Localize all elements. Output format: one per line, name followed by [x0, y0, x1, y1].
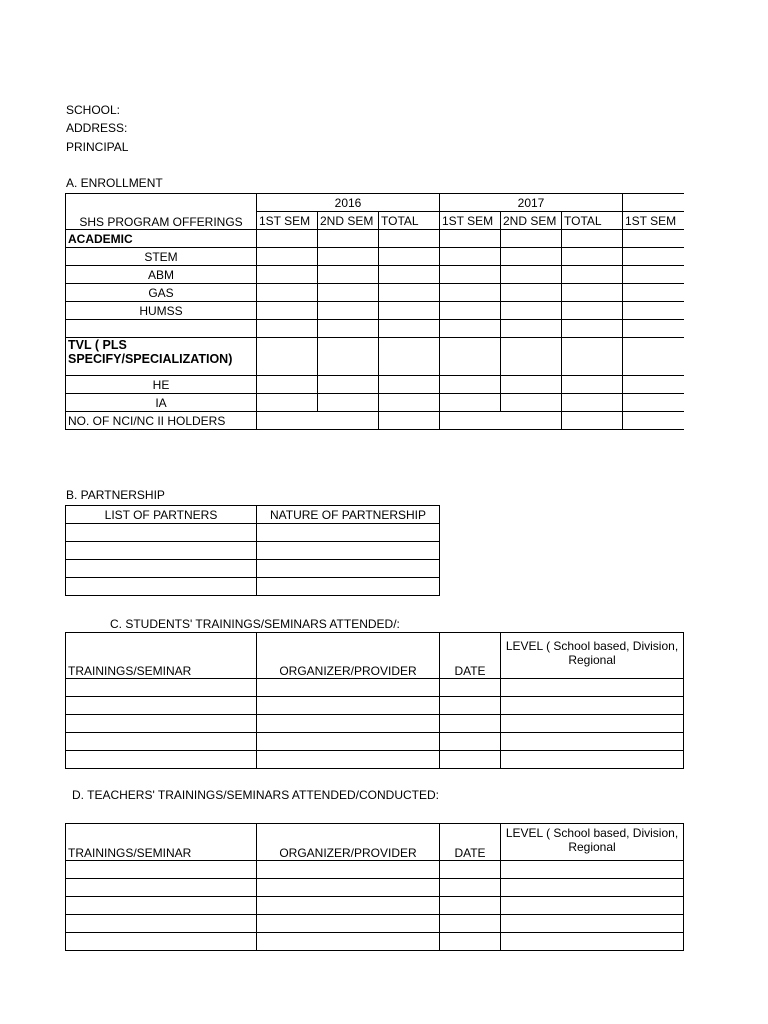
sem-header: TOTAL: [562, 212, 623, 230]
principal-label: PRINCIPAL: [66, 140, 129, 154]
table-row: [66, 578, 440, 596]
organizer-header: ORGANIZER/PROVIDER: [257, 824, 440, 861]
row-label-gas: GAS: [66, 284, 257, 302]
level-header: LEVEL ( School based, Division, Regional: [501, 824, 684, 861]
program-header: SHS PROGRAM OFFERINGS: [66, 194, 257, 230]
nature-header: NATURE OF PARTNERSHIP: [257, 506, 440, 524]
table-row: [66, 751, 684, 769]
partnership-table: [65, 505, 440, 596]
table-row: [66, 679, 684, 697]
row-label-abm: ABM: [66, 266, 257, 284]
students-title: C. STUDENTS' TRAININGS/SEMINARS ATTENDED/:: [110, 617, 400, 631]
year-next-cell: [623, 194, 684, 212]
sem-header: 2ND SEM: [318, 212, 379, 230]
table-row: [66, 697, 684, 715]
trainings-header: TRAININGS/SEMINAR: [66, 824, 257, 861]
table-row: [66, 542, 440, 560]
row-label-ia: IA: [66, 394, 257, 412]
row-label-tvl: TVL ( PLS SPECIFY/SPECIALIZATION): [66, 338, 257, 376]
row-label-humss: HUMSS: [66, 302, 257, 320]
table-row: [66, 320, 684, 338]
table-row: [66, 394, 684, 412]
enrollment-table: [65, 193, 684, 430]
level-header: LEVEL ( School based, Division, Regional: [501, 633, 684, 679]
table-row: [66, 897, 684, 915]
table-row: [66, 715, 684, 733]
date-header: DATE: [440, 824, 501, 861]
row-label-stem: STEM: [66, 248, 257, 266]
table-row: [66, 879, 684, 897]
table-row: [66, 933, 684, 951]
enrollment-title: A. ENROLLMENT: [66, 176, 163, 190]
row-label-academic: ACADEMIC: [66, 230, 257, 248]
trainings-header: TRAININGS/SEMINAR: [66, 633, 257, 679]
table-row: [66, 376, 684, 394]
row-label-nc-holders: NO. OF NCI/NC II HOLDERS: [66, 412, 257, 430]
table-row: [66, 412, 684, 430]
sem-header: 1ST SEM: [440, 212, 501, 230]
table-row: [66, 560, 440, 578]
table-row: [66, 248, 684, 266]
table-row: [66, 284, 684, 302]
table-row: [66, 915, 684, 933]
row-label-blank: [66, 320, 257, 338]
date-header: DATE: [440, 633, 501, 679]
row-label-he: HE: [66, 376, 257, 394]
year-2016: 2016: [257, 194, 440, 212]
partnership-title: B. PARTNERSHIP: [66, 488, 165, 502]
year-2017: 2017: [440, 194, 623, 212]
sem-header: TOTAL: [379, 212, 440, 230]
school-label: SCHOOL:: [66, 103, 121, 117]
sem-header: 1ST SEM: [257, 212, 318, 230]
students-trainings-table: [65, 632, 684, 769]
organizer-header: ORGANIZER/PROVIDER: [257, 633, 440, 679]
table-row: [66, 861, 684, 879]
table-row: [66, 266, 684, 284]
teachers-title: D. TEACHERS' TRAININGS/SEMINARS ATTENDED/CONDUCTED:: [72, 788, 440, 802]
table-row: [66, 338, 684, 376]
table-row: [66, 302, 684, 320]
table-row: [66, 230, 684, 248]
table-row: [66, 733, 684, 751]
sem-header: 1ST SEM: [623, 212, 684, 230]
sem-header: 2ND SEM: [501, 212, 562, 230]
address-label: ADDRESS:: [66, 121, 128, 135]
table-row: [66, 524, 440, 542]
teachers-trainings-table: [65, 823, 684, 951]
partners-header: LIST OF PARTNERS: [66, 506, 257, 524]
